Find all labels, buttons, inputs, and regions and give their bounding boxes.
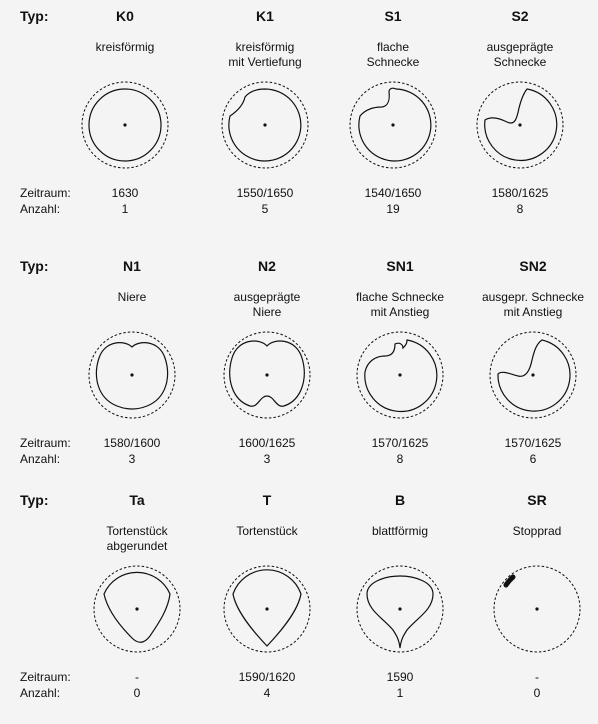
type-description: blattförmig	[371, 524, 429, 538]
type-code: N2	[258, 258, 276, 274]
type-label: Typ:	[20, 492, 49, 508]
type-label: Typ:	[20, 8, 49, 24]
type-description: flache Schnecke	[366, 40, 420, 69]
contour-snail-deep-icon	[465, 70, 575, 180]
type-cell-n1	[67, 250, 197, 490]
contour-pie-icon	[212, 554, 322, 664]
type-code: S2	[511, 8, 529, 24]
type-code: Ta	[129, 492, 145, 508]
type-row-3	[0, 484, 598, 724]
period-value: -	[135, 670, 139, 684]
count-value: 0	[533, 686, 541, 700]
contour-stop-wheel-icon	[482, 554, 592, 664]
count-value: 8	[396, 452, 404, 466]
type-description: Tortenstück abgerundet	[106, 524, 168, 553]
count-value: 6	[529, 452, 537, 466]
count-value: 8	[516, 202, 524, 216]
period-value: 1570/1625	[371, 436, 429, 450]
period-label: Zeitraum:	[20, 670, 71, 684]
type-label: Typ:	[20, 258, 49, 274]
count-value: 5	[261, 202, 269, 216]
type-cell-n2	[202, 250, 332, 490]
type-cell-sr	[472, 484, 598, 724]
type-description: flache Schnecke mit Anstieg	[355, 290, 445, 319]
type-code: N1	[123, 258, 141, 274]
type-description: Tortenstück	[236, 524, 298, 538]
period-value: 1540/1650	[364, 186, 422, 200]
type-code: SR	[527, 492, 547, 508]
count-value: 1	[396, 686, 404, 700]
type-code: B	[394, 492, 406, 508]
type-code: S1	[384, 8, 402, 24]
type-code: SN2	[519, 258, 547, 274]
count-label: Anzahl:	[20, 452, 61, 466]
contour-snail-flat-icon	[338, 70, 448, 180]
type-cell-t	[202, 484, 332, 724]
type-cell-sn1	[335, 250, 465, 490]
type-description: ausgepr. Schnecke mit Anstieg	[481, 290, 585, 319]
period-value: 1580/1600	[103, 436, 161, 450]
period-value: 1550/1650	[236, 186, 294, 200]
period-value: -	[535, 670, 539, 684]
type-code: T	[262, 492, 272, 508]
period-value: 1590/1620	[238, 670, 296, 684]
count-value: 4	[263, 686, 271, 700]
count-label: Anzahl:	[20, 202, 61, 216]
type-cell-sn2	[468, 250, 598, 490]
period-value: 1570/1625	[504, 436, 562, 450]
contour-kidney-deep-icon	[212, 320, 322, 430]
type-description: ausgeprägte Niere	[233, 290, 301, 319]
count-label: Anzahl:	[20, 686, 61, 700]
type-code: SN1	[386, 258, 414, 274]
period-label: Zeitraum:	[20, 186, 71, 200]
period-value: 1580/1625	[491, 186, 549, 200]
type-code: K0	[116, 8, 134, 24]
period-value: 1630	[111, 186, 139, 200]
type-description: ausgeprägte Schnecke	[486, 40, 554, 69]
count-value: 19	[386, 202, 400, 216]
type-row-1	[0, 0, 598, 240]
period-value: 1590	[386, 670, 414, 684]
count-value: 1	[121, 202, 129, 216]
contour-snail-rise-flat-icon	[345, 320, 455, 430]
count-value: 0	[133, 686, 141, 700]
type-description: kreisförmig mit Vertiefung	[228, 40, 302, 69]
period-label: Zeitraum:	[20, 436, 71, 450]
contour-leaf-icon	[345, 554, 455, 664]
type-description: Stopprad	[512, 524, 562, 538]
type-cell-k0	[60, 0, 190, 240]
count-value: 3	[263, 452, 271, 466]
type-cell-k1	[200, 0, 330, 240]
contour-snail-rise-deep-icon	[478, 320, 588, 430]
type-cell-s1	[328, 0, 458, 240]
type-cell-s2	[455, 0, 585, 240]
contour-pie-rounded-icon	[82, 554, 192, 664]
count-value: 3	[128, 452, 136, 466]
contour-notch-icon	[210, 70, 320, 180]
type-cell-ta	[72, 484, 202, 724]
type-description: Niere	[117, 290, 147, 304]
contour-kidney-icon	[77, 320, 187, 430]
period-value: 1600/1625	[238, 436, 296, 450]
contour-circle-icon	[70, 70, 180, 180]
type-description: kreisförmig	[95, 40, 155, 54]
type-code: K1	[256, 8, 274, 24]
type-cell-b	[335, 484, 465, 724]
type-row-2	[0, 250, 598, 490]
